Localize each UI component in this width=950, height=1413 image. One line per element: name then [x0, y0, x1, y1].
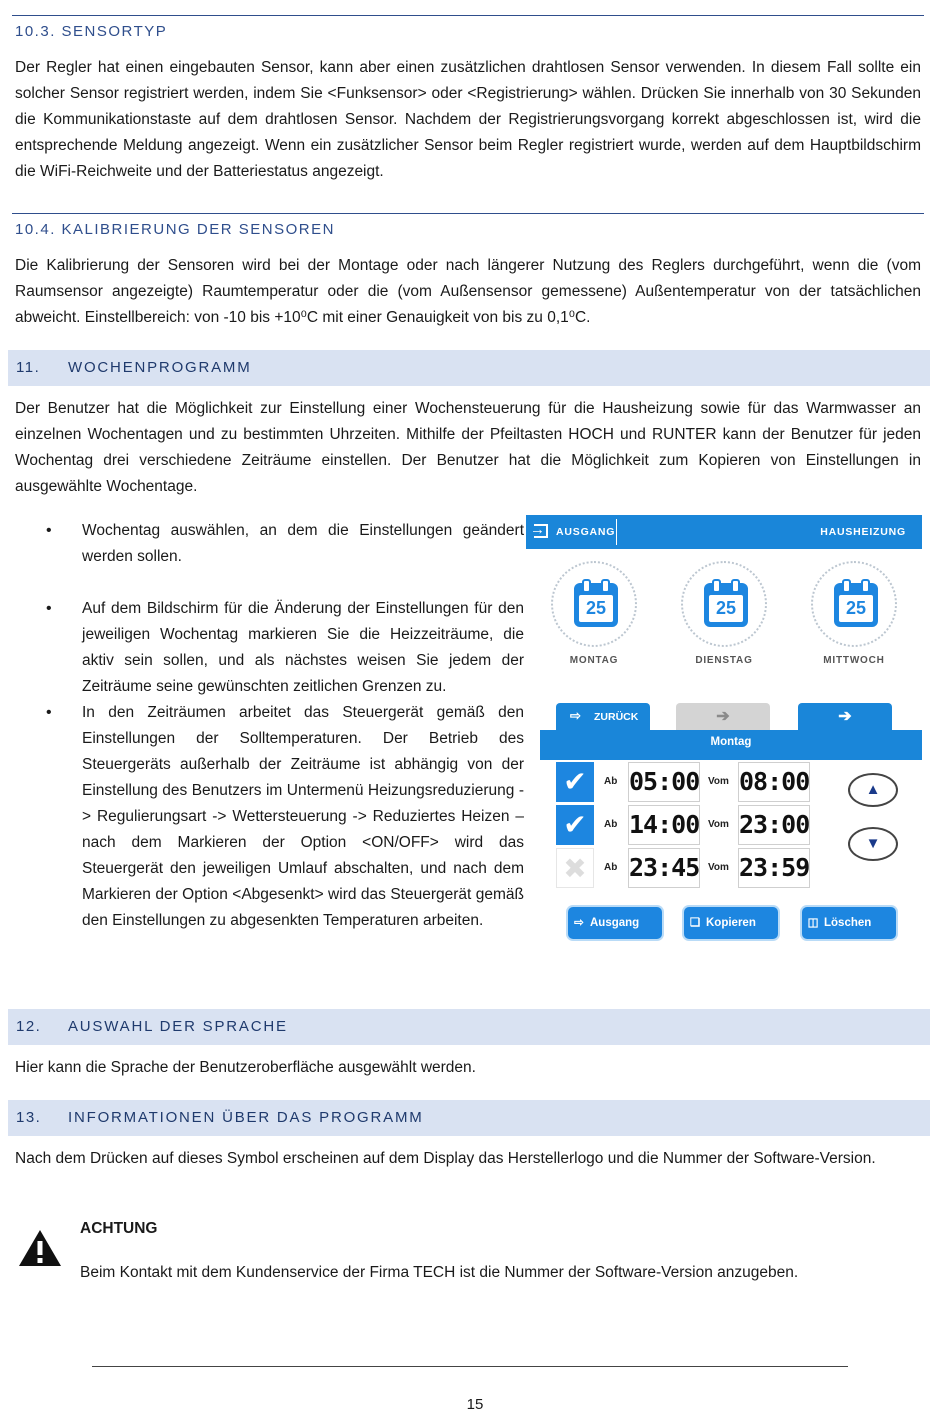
- controller-screenshot: [526, 515, 922, 947]
- exit-button[interactable]: [568, 907, 662, 939]
- delete-button[interactable]: [802, 907, 896, 939]
- heading-10-3: 10.3. SENSORTYP: [15, 23, 168, 40]
- exit-icon: ⇨: [574, 917, 584, 929]
- day-label: MITTWOCH: [823, 655, 885, 666]
- calendar-date: 25: [579, 595, 613, 622]
- back-label: ZURÜCK: [594, 711, 639, 723]
- warning-text: Beim Kontakt mit dem Kundenservice der Firma TECH ist die Nummer der Software-Version anzugeben.: [80, 1264, 799, 1281]
- screen-top-bar: [526, 515, 922, 549]
- vom-label: Vom: [708, 776, 729, 787]
- paragraph-sensortyp: Der Regler hat einen eingebauten Sensor, kann aber einen zusätzlichen drahtlosen Sensor verwenden. In diesem Fall sollte ein solcher Sensor registriert werden, indem Sie <Funksensor> oder <Registrierung> wählen. Drücken Sie innerhalb von 30 Sekunden die Kommunikationstaste auf dem drahtlosen Sensor. Nachdem der Registrierungsvorgang korrekt abgeschlossen ist, wird die entsprechende Meldung angezeigt. Wenn ein zusätzlicher Sensor beim Regler registriert wurde, werden auf dem Hauptbildschirm die WiFi-Reichweite und der Batteriestatus angezeigt.: [15, 59, 921, 180]
- section-number: 12.: [16, 1018, 42, 1035]
- paragraph-wochenprogramm: Der Benutzer hat die Möglichkeit zur Einstellung einer Wochensteuerung für die Hausheizung sowie für das Warmwasser an einzelnen Wochentagen und zu bestimmten Uhrzeiten. Mithilfe der Pfeiltasten HOCH und RUNTER kann der Benutzer für jeden Wochentag drei verschiedene Zeiträume einstellen. Der Benutzer hat die Möglichkeit zum Kopieren von Einstellungen in ausgewählte Wochentage.: [15, 400, 921, 495]
- day-ring: [811, 561, 897, 647]
- previous-day-button[interactable]: [676, 703, 770, 731]
- calendar-icon: [834, 583, 878, 627]
- calendar-icon: [704, 583, 748, 627]
- section-band-12: [8, 1009, 930, 1045]
- warning-title: ACHTUNG: [80, 1220, 158, 1237]
- day-ring: [551, 561, 637, 647]
- paragraph-sprache: Hier kann die Sprache der Benutzeroberfläche ausgewählt werden.: [15, 1059, 476, 1076]
- check-icon[interactable]: ✔: [556, 805, 594, 845]
- vom-label: Vom: [708, 862, 729, 873]
- section-divider: [12, 213, 924, 214]
- heading-10-4: 10.4. KALIBRIERUNG DER SENSOREN: [15, 221, 335, 238]
- calendar-date: 25: [839, 595, 873, 622]
- time-to[interactable]: 23:00: [738, 805, 810, 845]
- section-divider: [12, 15, 924, 16]
- section-title: INFORMATIONEN ÜBER DAS PROGRAMM: [68, 1109, 424, 1126]
- paragraph-informationen: Nach dem Drücken auf dieses Symbol erscheinen auf dem Display das Herstellerlogo und die Nummer der Software-Version.: [15, 1150, 876, 1167]
- next-day-button[interactable]: [798, 703, 892, 731]
- section-title: AUSWAHL DER SPRACHE: [68, 1018, 288, 1035]
- page-number: 15: [466, 1396, 484, 1413]
- warning-icon: [17, 1228, 63, 1268]
- section-title: WOCHENPROGRAMM: [68, 359, 252, 376]
- day-ring: [681, 561, 767, 647]
- time-from[interactable]: 14:00: [628, 805, 700, 845]
- ab-label: Ab: [604, 862, 618, 873]
- copy-icon: ❏: [689, 917, 701, 929]
- bullet-item: • Wochentag auswählen, an dem die Einstellungen geändert werden sollen.: [38, 518, 524, 570]
- back-button[interactable]: [556, 703, 650, 731]
- calendar-date: 25: [709, 595, 743, 622]
- time-to[interactable]: 23:59: [738, 848, 810, 888]
- time-from[interactable]: 05:00: [628, 762, 700, 802]
- exit-label[interactable]: AUSGANG: [556, 526, 616, 538]
- copy-button[interactable]: [684, 907, 778, 939]
- section-band-11: [8, 350, 930, 386]
- up-arrow-button[interactable]: ▲: [848, 773, 898, 807]
- bullet-item: • In den Zeiträumen arbeitet das Steuergerät gemäß den Einstellungen der Solltemperaturen. Der Betrieb des Steuergeräts außerhalb der Zeiträume ist abhängig von der Einstellung des Benutzers im Untermenü Heizungsreduzierung -> Regulierungsart -> Wettersteuerung -> Reduziertes Heizen – nach dem Markieren der Option <ON/OFF> wird das Steuergerät den jeweiligen Umlauf abschalten, und nach dem Markieren der Option <Abgesenkt> wird das Steuergerät gemäß den Einstellungen zu abgesenkten Temperaturen arbeiten.: [38, 700, 524, 934]
- day-wednesday[interactable]: [802, 561, 906, 666]
- check-icon[interactable]: ✔: [556, 762, 594, 802]
- section-number: 11.: [16, 359, 41, 376]
- delete-button-label: Löschen: [824, 917, 872, 929]
- arrow-right-icon: ➔: [838, 708, 852, 725]
- arrow-right-icon: →: [530, 521, 545, 538]
- day-monday[interactable]: [542, 561, 646, 666]
- bullet-list: [38, 518, 524, 934]
- calendar-icon: [574, 583, 618, 627]
- back-icon: ⇨: [570, 708, 581, 723]
- day-tuesday[interactable]: [672, 561, 776, 666]
- unchecked-x-icon[interactable]: ✖: [556, 848, 594, 888]
- copy-button-label: Kopieren: [706, 917, 756, 929]
- trash-icon: ◫: [807, 917, 819, 929]
- arrow-left-icon: ➔: [716, 708, 730, 725]
- current-day-title: Montag: [540, 730, 922, 760]
- footer-rule: [92, 1366, 848, 1367]
- paragraph-kalibrierung: Die Kalibrierung der Sensoren wird bei der Montage oder nach längerer Nutzung des Reglers durchgeführt, wenn die (vom Raumsensor angezeigte) Raumtemperatur oder die (vom Außensensor gemessene) Außentemperatur von der tatsächlichen abweicht. Einstellbereich: von -10 bis +10⁰C mit einer Genauigkeit von bis zu 0,1⁰C.: [15, 257, 921, 326]
- period-row: [556, 848, 842, 888]
- exit-button-label: Ausgang: [590, 917, 640, 929]
- ab-label: Ab: [604, 776, 618, 787]
- period-row: [556, 762, 842, 802]
- mode-label: HAUSHEIZUNG: [820, 526, 906, 538]
- vom-label: Vom: [708, 819, 729, 830]
- time-from[interactable]: 23:45: [628, 848, 700, 888]
- period-row: [556, 805, 842, 845]
- section-number: 13.: [16, 1109, 42, 1126]
- bullet-item: • Auf dem Bildschirm für die Änderung der Einstellungen für den jeweiligen Wochentag markieren Sie die Heizzeiträume, die aktiv sein sollen, und als nächstes weisen Sie jedem der Zeiträume seine gewünschten zeitlichen Grenzen zu.: [38, 596, 524, 700]
- day-label: MONTAG: [569, 655, 619, 666]
- down-arrow-button[interactable]: ▼: [848, 827, 898, 861]
- time-to[interactable]: 08:00: [738, 762, 810, 802]
- day-label: DIENSTAG: [695, 655, 753, 666]
- section-band-13: [8, 1100, 930, 1136]
- divider: [616, 519, 617, 545]
- ab-label: Ab: [604, 819, 618, 830]
